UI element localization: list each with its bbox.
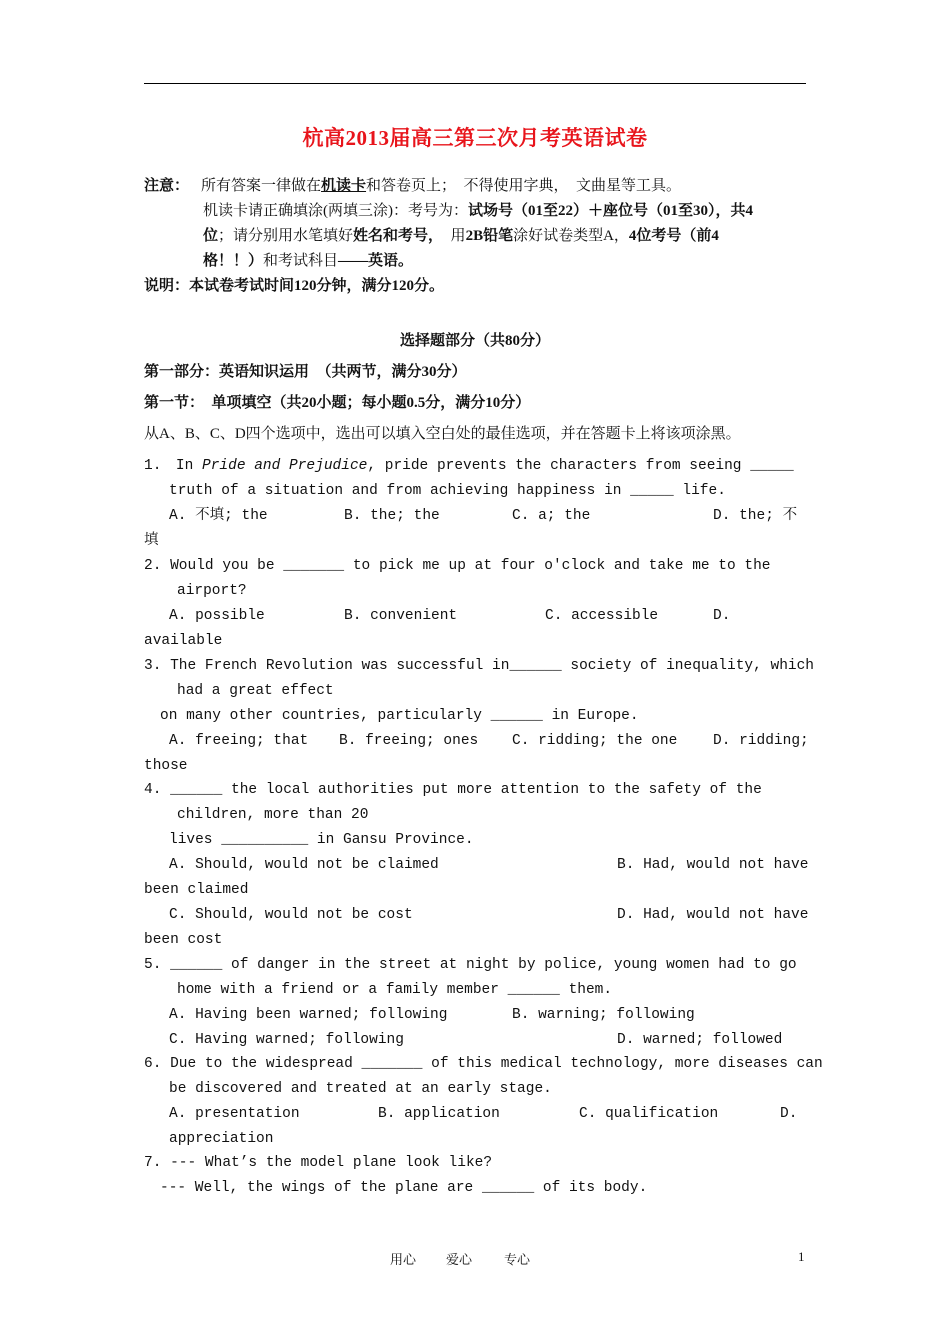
question-3-cont-2: on many other countries, particularly ______ in Europe. <box>160 708 639 724</box>
q3-option-d: D. ridding; <box>713 733 809 749</box>
notice-label: 注意： <box>144 178 190 194</box>
q4-option-d: D. Had, would not have <box>617 907 809 923</box>
question-4-cont-2: lives __________ in Gansu Province. <box>169 832 474 848</box>
question-2: 2. Would you be _______ to pick me up at four o'clock and take me to the <box>144 558 771 574</box>
q1-option-d-cont: 填 <box>144 533 159 549</box>
q2-option-d-cont: available <box>144 633 223 649</box>
q5-option-b: B. warning; following <box>512 1007 695 1023</box>
header-rule <box>144 83 806 84</box>
notice-line-2: 机读卡请正确填涂(两填三涂)：考号为：试场号（01至22）＋座位号（01至30），共4 <box>203 203 754 219</box>
q6-option-d-cont: appreciation <box>169 1131 274 1147</box>
question-3: 3. The French Revolution was successful in______ society of inequality, which <box>144 658 815 674</box>
q3-option-c: C. ridding; the one <box>512 733 678 749</box>
page-title: 杭高2013届高三第三次月考英语试卷 <box>302 126 648 150</box>
question-5: 5. ______ of danger in the street at night by police, young women had to go <box>144 957 797 973</box>
q2-option-b: B. convenient <box>344 608 458 624</box>
question-6-cont: be discovered and treated at an early stage. <box>169 1081 552 1097</box>
q2-option-a: A. possible <box>169 608 265 624</box>
q5-option-d: D. warned; followed <box>617 1032 783 1048</box>
q1-option-b: B. the; the <box>344 508 440 524</box>
q4-option-c: C. Should, would not be cost <box>169 907 413 923</box>
notice-line-4: 格！！）和考试科目——英语。 <box>203 253 414 269</box>
question-7-cont: --- Well, the wings of the plane are ______ of its body. <box>160 1180 648 1196</box>
q3-option-d-cont: those <box>144 758 188 774</box>
footer-motto-2: 爱心 <box>446 1252 473 1267</box>
section-heading: 选择题部分（共80分） <box>399 333 550 349</box>
part1-heading: 第一部分：英语知识运用 （共两节，满分30分） <box>144 364 467 380</box>
question-7: 7. --- What’s the model plane look like? <box>144 1155 493 1171</box>
question-3-cont: had a great effect <box>177 683 334 699</box>
page-number: 1 <box>798 1249 805 1264</box>
section1-heading: 第一节： 单项填空（共20小题；每小题0.5分，满分10分） <box>144 395 531 411</box>
q6-option-d: D. <box>780 1106 798 1122</box>
answer-card-term: 机读卡 <box>321 178 367 194</box>
q4-option-b: B. Had, would not have <box>617 857 809 873</box>
question-1-cont: truth of a situation and from achieving happiness in _____ life. <box>169 483 726 499</box>
question-4-cont: children, more than 20 <box>177 807 369 823</box>
notice-line-3: 位；请分别用水笔填好姓名和考号， 用2B铅笔涂好试卷类型A，4位考号（前4 <box>203 228 719 244</box>
q6-option-b: B. application <box>378 1106 500 1122</box>
footer-motto-3: 专心 <box>504 1252 531 1267</box>
footer-motto-1: 用心 <box>390 1252 417 1267</box>
q3-option-a: A. freeing; that <box>169 733 309 749</box>
q1-option-d: D. the; 不 <box>713 508 798 524</box>
q1-option-c: C. a; the <box>512 508 591 524</box>
question-4: 4. ______ the local authorities put more attention to the safety of the <box>144 782 762 798</box>
question-5-cont: home with a friend or a family member ______ them. <box>177 982 613 998</box>
question-1: 1. In Pride and Prejudice, pride prevents the characters from seeing _____ <box>144 458 794 474</box>
instruction-text: 从A、B、C、D四个选项中，选出可以填入空白处的最佳选项，并在答题卡上将该项涂黑。 <box>144 426 741 442</box>
q5-option-a: A. Having been warned; following <box>169 1007 448 1023</box>
q4-option-d-cont: been cost <box>144 932 223 948</box>
q2-option-d: D. <box>713 608 731 624</box>
question-2-cont: airport? <box>177 583 247 599</box>
q6-option-c: C. qualification <box>579 1106 719 1122</box>
q4-option-a: A. Should, would not be claimed <box>169 857 439 873</box>
q1-option-a: A. 不填; the <box>169 508 268 524</box>
q6-option-a: A. presentation <box>169 1106 300 1122</box>
q4-option-b-cont: been claimed <box>144 882 249 898</box>
q5-option-c: C. Having warned; following <box>169 1032 404 1048</box>
notice-line-1: 注意： 所有答案一律做在机读卡和答卷页上； 不得使用字典， 文曲星等工具。 <box>144 178 682 194</box>
exam-explanation: 说明：本试卷考试时间120分钟，满分120分。 <box>144 278 445 294</box>
q2-option-c: C. accessible <box>545 608 659 624</box>
question-6: 6. Due to the widespread _______ of this medical technology, more diseases can <box>144 1056 823 1072</box>
q3-option-b: B. freeing; ones <box>339 733 479 749</box>
